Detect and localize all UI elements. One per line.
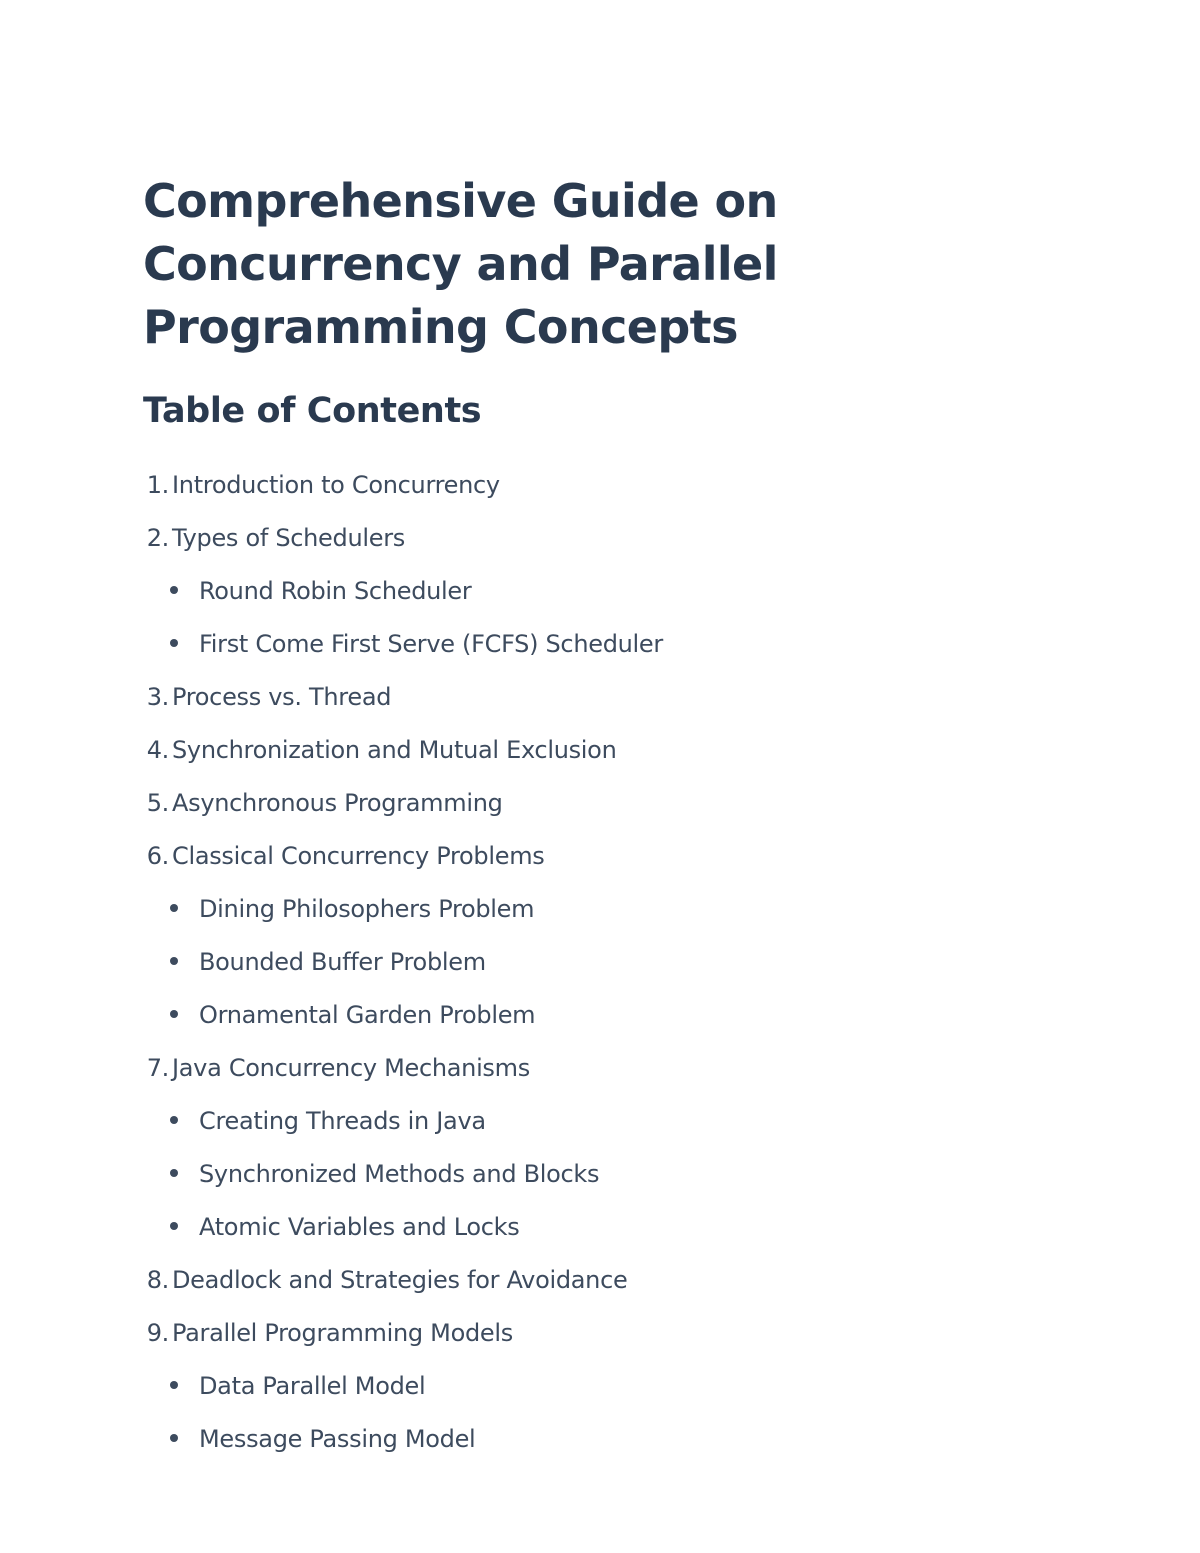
toc-subitem <box>143 1095 1103 1148</box>
toc-item-number: 8. <box>146 1266 169 1294</box>
toc-item-label: Ornamental Garden Problem <box>199 1001 536 1029</box>
toc-item-number: 6. <box>146 842 169 870</box>
bullet-icon <box>170 586 178 594</box>
toc-item-label: Synchronized Methods and Blocks <box>199 1160 600 1188</box>
toc-subitem <box>143 565 1103 618</box>
bullet-icon <box>170 1116 178 1124</box>
toc-item-label: Deadlock and Strategies for Avoidance <box>172 1266 628 1294</box>
bullet-icon <box>170 1010 178 1018</box>
toc-subitem <box>143 1148 1103 1201</box>
toc-subitem <box>143 1413 1103 1466</box>
toc-item-label: Data Parallel Model <box>199 1372 426 1400</box>
toc-subitem <box>143 1360 1103 1413</box>
toc-item-number: 9. <box>146 1319 169 1347</box>
toc-item <box>143 1307 1103 1360</box>
toc-item-label: Synchronization and Mutual Exclusion <box>172 736 617 764</box>
bullet-icon <box>170 957 178 965</box>
bullet-icon <box>170 1222 178 1230</box>
toc-item-label: Introduction to Concurrency <box>172 471 500 499</box>
toc-subitem <box>143 989 1103 1042</box>
bullet-icon <box>170 1381 178 1389</box>
toc-item-label: Asynchronous Programming <box>172 789 503 817</box>
toc-subitem <box>143 936 1103 989</box>
toc-item-number: 4. <box>146 736 169 764</box>
toc-item-label: Creating Threads in Java <box>199 1107 486 1135</box>
toc-subitem <box>143 618 1103 671</box>
bullet-icon <box>170 904 178 912</box>
bullet-icon <box>170 639 178 647</box>
toc-item <box>143 512 1103 565</box>
toc-item-label: Classical Concurrency Problems <box>172 842 545 870</box>
toc-item-label: Types of Schedulers <box>172 524 405 552</box>
toc-subitem <box>143 1201 1103 1254</box>
toc-item <box>143 777 1103 830</box>
toc-item <box>143 724 1103 777</box>
toc-item-label: Java Concurrency Mechanisms <box>172 1054 530 1082</box>
toc-item <box>143 830 1103 883</box>
toc-item-number: 7. <box>146 1054 169 1082</box>
bullet-icon <box>170 1169 178 1177</box>
table-of-contents <box>143 459 1103 1466</box>
toc-item-number: 1. <box>146 471 169 499</box>
document-page <box>143 170 1103 1466</box>
toc-item-label: Atomic Variables and Locks <box>199 1213 520 1241</box>
toc-item <box>143 1042 1103 1095</box>
toc-item-label: Parallel Programming Models <box>172 1319 513 1347</box>
document-title: Comprehensive Guide on Concurrency and Parallel Programming Concepts <box>143 174 778 354</box>
toc-item-number: 2. <box>146 524 169 552</box>
toc-heading: Table of Contents <box>143 391 482 431</box>
toc-item-label: Dining Philosophers Problem <box>199 895 535 923</box>
toc-subitem <box>143 883 1103 936</box>
toc-item <box>143 671 1103 724</box>
toc-item-number: 3. <box>146 683 169 711</box>
toc-item-number: 5. <box>146 789 169 817</box>
bullet-icon <box>170 1434 178 1442</box>
toc-item-label: Bounded Buffer Problem <box>199 948 486 976</box>
toc-item-label: Message Passing Model <box>199 1425 476 1453</box>
toc-item-label: Process vs. Thread <box>172 683 392 711</box>
toc-item-label: First Come First Serve (FCFS) Scheduler <box>199 630 663 658</box>
toc-item-label: Round Robin Scheduler <box>199 577 472 605</box>
toc-item <box>143 459 1103 512</box>
toc-item <box>143 1254 1103 1307</box>
